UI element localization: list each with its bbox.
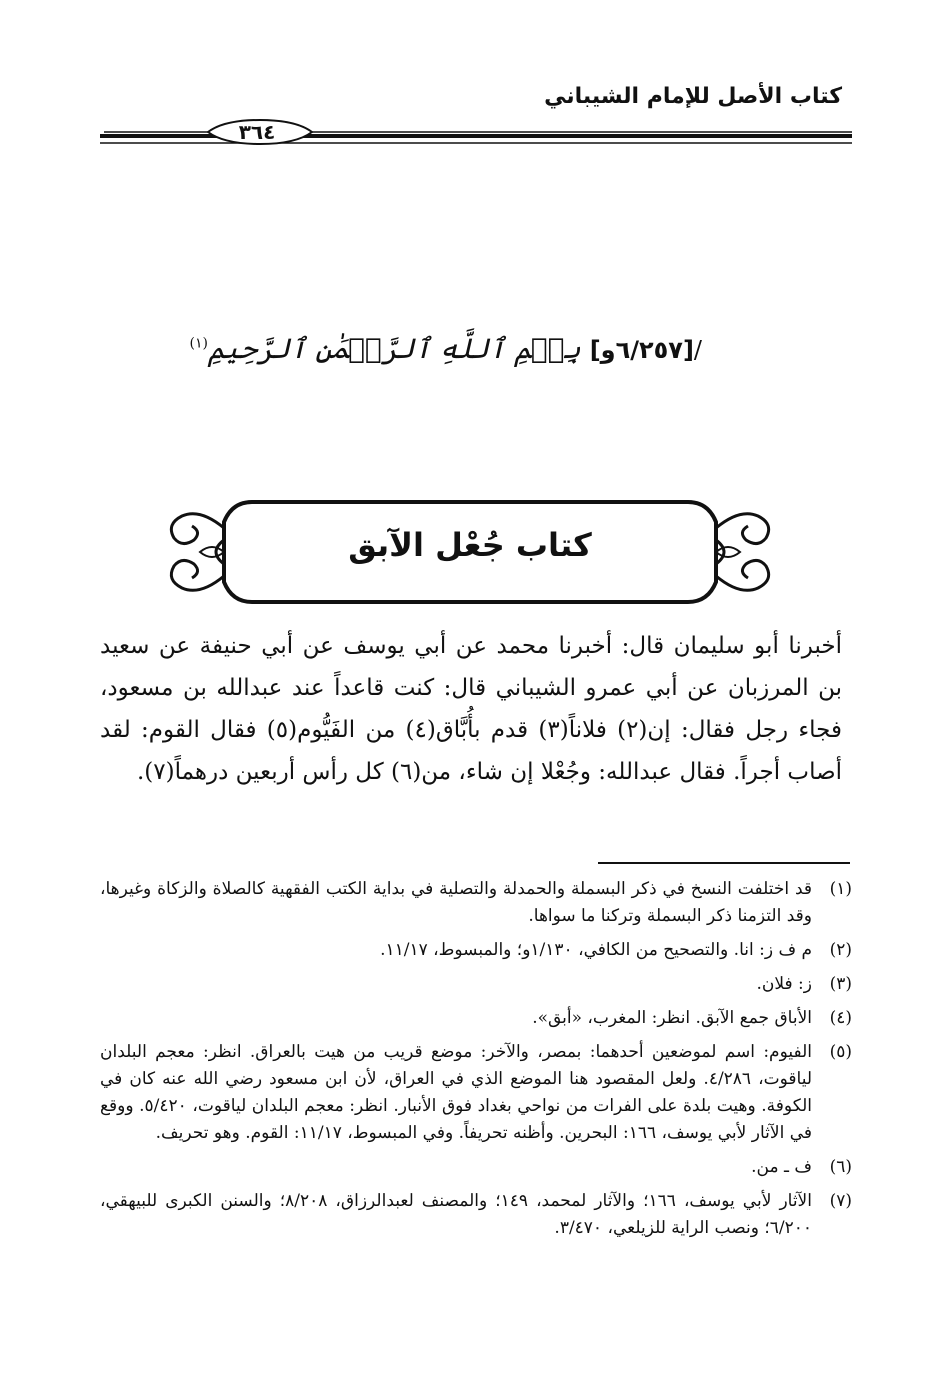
chapter-title: كتاب جُعْل الآبق [348, 526, 592, 564]
footnote-number: (٦) [829, 1157, 852, 1177]
footnote-text: م ف ز: انا. والتصحيح من الكافي، ١/١٣٠و؛ والمبسوط، ١١/١٧. [380, 940, 812, 960]
footnote-5 [100, 1039, 852, 1147]
footnote-number: (٥) [829, 1042, 852, 1062]
footnote-3 [100, 971, 852, 998]
folio-slash: / [693, 336, 702, 364]
footnote-2 [100, 937, 852, 964]
footnote-4 [100, 1005, 852, 1032]
footnote-text: قد اختلفت النسخ في ذكر البسملة والحمدلة والتصلية في بداية الكتب الفقهية كالصلاة والزكاة وغيرها، وقد التزمنا ذكر البسملة وتركنا ما سواها. [100, 879, 812, 926]
main-text [100, 625, 842, 793]
footnote-number: (٤) [829, 1008, 852, 1028]
footnote-1 [100, 876, 852, 930]
footnote-text: الفيوم: اسم لموضعين أحدهما: بمصر، والآخر: موضع قريب من هيت بالعراق. انظر: معجم البلدان لياقوت، ٤/٢٨٦. ولعل المقصود هنا الموضع الذي في العراق، لأن ابن مسعود رضي الله عنه كان في الكوفة. وهيت بلدة على الفرات من نواحي بغداد فوق الأنبار. انظر: معجم البلدان لياقوت، ٥/٤٢٠. ووقع في الآثار لأبي يوسف، ١٦٦: البحرين. وأظنه تحريفاً. وفي المبسوط، ١١/١٧: القوم. وهو تحريف. [100, 1042, 813, 1143]
footnotes [100, 876, 852, 1249]
footnote-number: (١) [829, 879, 852, 899]
footnote-number: (٧) [829, 1191, 852, 1211]
footnote-separator [598, 862, 850, 864]
footnote-number: (٣) [829, 974, 852, 994]
footnote-text: ف ـ من. [751, 1157, 812, 1177]
footnote-6 [100, 1154, 852, 1181]
basmala-calligraphy: بِسۡمِ ٱللَّهِ ٱلرَّحۡمَٰنِ ٱلرَّحِيمِ [207, 332, 581, 365]
footnote-text: الأباق جمع الآبق. انظر: المغرب، «أبق». [532, 1008, 812, 1028]
footnote-text: ز: فلان. [756, 974, 812, 994]
header-rule [100, 112, 852, 152]
footnote-text: الآثار لأبي يوسف، ١٦٦؛ والآثار لمحمد، ١٤٩؛ والمصنف لعبدالرزاق، ٨/٢٠٨؛ والسنن الكبرى للبيهقي، ٦/٢٠٠؛ ونصب الراية للزيلعي، ٣/٤٧٠. [100, 1191, 812, 1238]
main-paragraph: أخبرنا أبو سليمان قال: أخبرنا محمد عن أبي يوسف عن أبي حنيفة عن سعيد بن المرزبان عن أبي عمرو الشيباني قال: كنت قاعداً عند عبدالله بن مسعود، فجاء رجل فقال: إن(٢) فلاناً(٣) قدم بأُبَّاق(٤) من الفَيُّوم(٥) فقال القوم: لقد أصاب أجراً. فقال عبدالله: وجُعْلا إن شاء، من(٦) كل رأس أربعين درهماً(٧). [100, 633, 842, 785]
footnote-number: (٢) [829, 940, 852, 960]
running-title: كتاب الأصل للإمام الشيباني [544, 84, 842, 109]
folio-reference: [٦/٢٥٧و] [589, 336, 694, 364]
footnote-7 [100, 1188, 852, 1242]
basmala-line [189, 332, 708, 365]
page-number: ٣٦٤ [238, 120, 276, 144]
footnote-marker: (١) [189, 335, 208, 352]
chapter-cartouche [160, 492, 780, 612]
